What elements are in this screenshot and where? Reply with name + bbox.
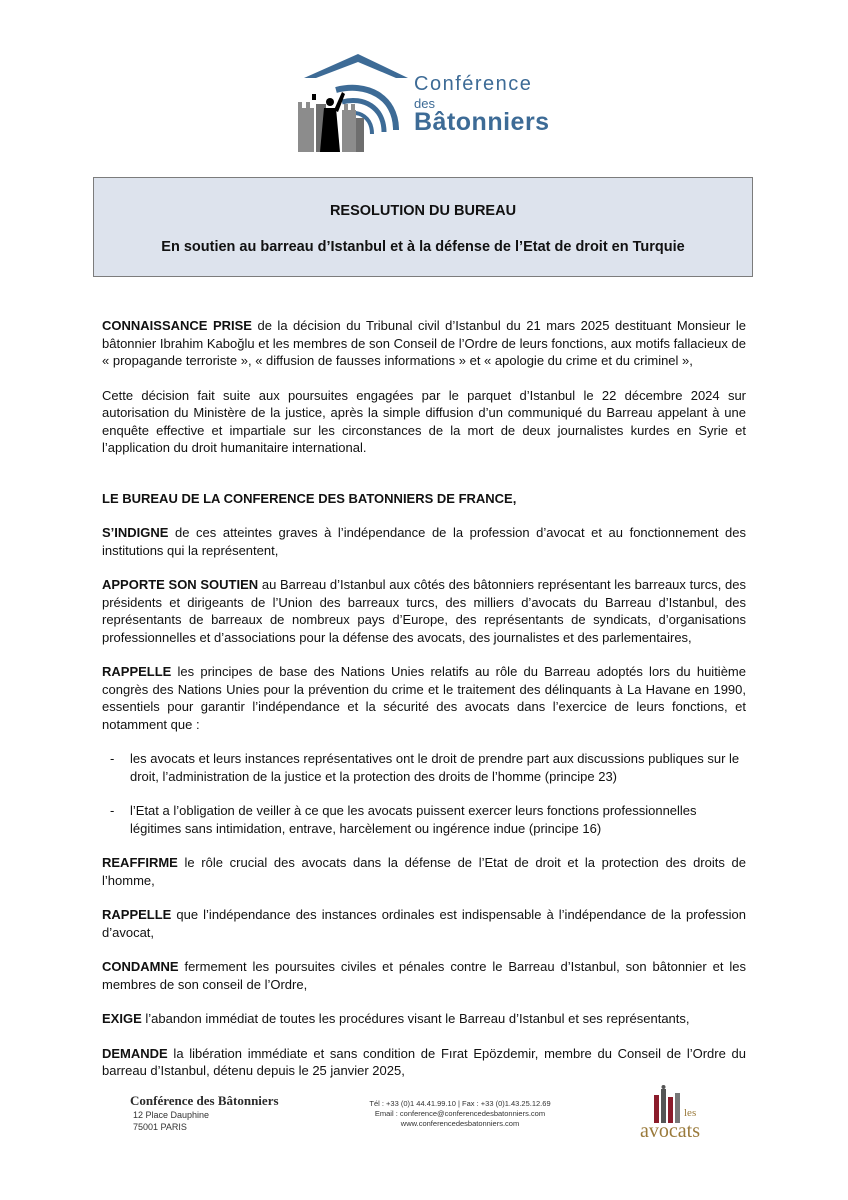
text-connaissance: de la décision du Tribunal civil d’Istanbul du 21 mars 2025 destituant Monsieur le bâtonnier Ibrahim Kaboğlu et les membres de son Conseil de l’Ordre de leurs fonctions, aux motifs fallacieux de « propagande terroriste », « diffusion de fausses informations » et « apologie du crime et du criminel », xyxy=(102,318,746,368)
logo-line-des: des xyxy=(414,96,435,111)
paragraph-context xyxy=(102,387,746,457)
bullet-principe-16: l’Etat a l’obligation de veiller à ce que les avocats puissent exercer leurs fonctions professionnelles légitimes sans intimidation, entrave, harcèlement ou ingérence indue (principe 16) xyxy=(130,803,697,836)
text-exige: l’abandon immédiat de toutes les procédures visant le Barreau d’Istanbul et ses représentants, xyxy=(141,1011,690,1026)
page-footer xyxy=(0,1085,848,1185)
logo-line-batonniers: Bâtonniers xyxy=(414,108,550,136)
lead-rappelle-1: RAPPELLE xyxy=(102,664,172,679)
footer-email[interactable]: Email : conference@conferencedesbatonniers.com xyxy=(374,1109,546,1118)
lead-condamne: CONDAMNE xyxy=(102,959,179,974)
bullet-dash: - xyxy=(110,751,115,766)
lead-demande: DEMANDE xyxy=(102,1045,168,1061)
text-indigne: de ces atteintes graves à l’indépendance de la profession d’avocat et au fonctionnement des institutions qui la représentent, xyxy=(102,525,746,558)
document-subtitle: En soutien au barreau d’Istanbul et à la défense de l’Etat de droit en Turquie xyxy=(161,239,685,255)
text-condamne: fermement les poursuites civiles et pénales contre le Barreau d’Istanbul, son bâtonnier et les membres de son conseil de l’Ordre, xyxy=(102,959,746,992)
paragraph-bureau-heading xyxy=(102,490,746,508)
conference-logo xyxy=(296,48,556,160)
paragraph-rappelle-independance xyxy=(102,906,746,941)
lead-indigne: S’INDIGNE xyxy=(102,525,169,540)
paragraph-exige xyxy=(102,1010,746,1028)
footer-logo-les: les xyxy=(684,1107,697,1119)
text-soutien: au Barreau d’Istanbul aux côtés des bâtonniers représentant les barreaux turcs, des présidents et dirigeants de l’Union des barreaux turcs, des milliers d’avocats du Barreau d’Istanbul, des représentants de barreaux de nombreux pays d’Europe, des représentants de syndicats, d’organisations professionnelles et d’associations pour la défense des avocats, des journalistes et des parlementaires, xyxy=(102,577,746,645)
bureau-heading: LE BUREAU DE LA CONFERENCE DES BATONNIERS DE FRANCE, xyxy=(102,490,517,506)
paragraph-soutien xyxy=(102,576,746,646)
footer-website[interactable]: www.conferencedesbatonniers.com xyxy=(400,1119,520,1128)
bullet-dash: - xyxy=(110,803,115,818)
paragraph-reaffirme xyxy=(102,854,746,889)
text-demande: la libération immédiate et sans condition de Fırat Epözdemir, membre du Conseil de l’Ordre du barreau d’Istanbul, détenu depuis le 25 janvier 2025, xyxy=(102,1045,746,1078)
list-item xyxy=(102,802,746,837)
resolution-body xyxy=(102,317,746,1097)
paragraph-rappelle-principes xyxy=(102,663,746,733)
lead-soutien: APPORTE SON SOUTIEN xyxy=(102,577,259,592)
text-reaffirme: le rôle crucial des avocats dans la défense de l’Etat de droit et la protection des droits de l’homme, xyxy=(102,855,746,888)
bullet-principe-23: les avocats et leurs instances représentatives ont le droit de prendre part aux discussions publiques sur le droit, l’administration de la justice et la protection des droits de l’homme (principe 23) xyxy=(130,751,740,784)
footer-address-city: 75001 PARIS xyxy=(133,1122,187,1132)
lead-exige: EXIGE xyxy=(102,1011,142,1026)
footer-contact xyxy=(340,1099,580,1129)
footer-logo-avocats: avocats xyxy=(640,1120,700,1142)
footer-phone: Tél : +33 (0)1 44.41.99.10 | Fax : +33 (0)1.43.25.12.69 xyxy=(369,1099,551,1108)
text-rappelle-2: que l’indépendance des instances ordinales est indispensable à l’indépendance de la profession d’avocat, xyxy=(102,907,746,940)
paragraph-condamne xyxy=(102,958,746,993)
paragraph-connaissance xyxy=(102,317,746,370)
lead-rappelle-2: RAPPELLE xyxy=(102,907,172,922)
footer-address-street: 12 Place Dauphine xyxy=(133,1110,210,1120)
lead-reaffirme: REAFFIRME xyxy=(102,855,178,870)
paragraph-indigne xyxy=(102,524,746,559)
footer-org-name: Conférence des Bâtonniers xyxy=(130,1093,279,1108)
lead-connaissance: CONNAISSANCE PRISE xyxy=(102,318,252,333)
paragraph-demande xyxy=(102,1045,746,1080)
document-title: RESOLUTION DU BUREAU xyxy=(329,203,517,219)
text-rappelle-1: les principes de base des Nations Unies relatifs au rôle du Barreau adoptés lors du huitième congrès des Nations Unies pour la prévention du crime et le traitement des délinquants à La Havane en 1990, essentiels pour garantir l’indépendance et la sécurité des avocats dans l’exercice de leurs fonctions, et notamment que : xyxy=(102,664,746,732)
title-box xyxy=(93,177,753,277)
text-context: Cette décision fait suite aux poursuites engagées par le parquet d’Istanbul le 22 décembre 2024 sur autorisation du Ministère de la justice, après la simple diffusion d’un communiqué du Barreau appelant à une enquête effective et impartiale sur les circonstances de la mort de deux journalistes kurdes en Syrie et l’application du droit humanitaire international. xyxy=(102,387,746,455)
logo-emblem-icon xyxy=(296,48,416,160)
logo-line-conference: Conférence xyxy=(414,73,533,95)
list-item xyxy=(102,750,746,785)
